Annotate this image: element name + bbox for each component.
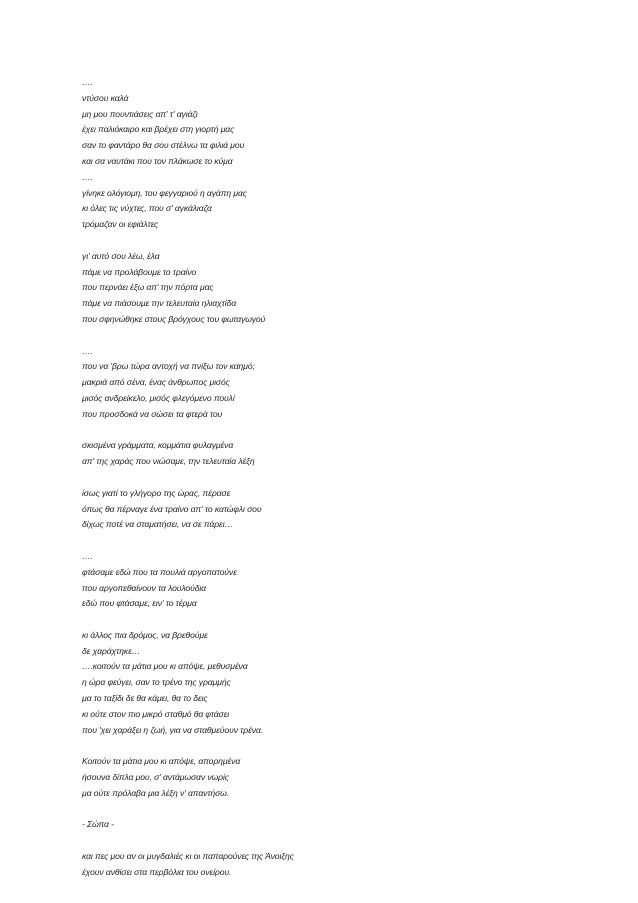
poem-line: …. [82,550,93,561]
poem-line: μα το ταξίδι δε θα κάμει, θα το δεις [82,693,208,704]
poem-line: σαν το φαντάρο θα σου στέλνω τα φιλιά μου [82,140,245,151]
poem-line: που περνάει έξω απ' την πόρτα μας [82,282,214,293]
poem-line: πάμε να πιάσουμε την τελευταία ηλιαχτίδα [82,298,237,309]
poem-line: όπως θα πέρναγε ένα τραίνο απ' το κατώφλι σου [82,503,262,514]
poem-line: κι όλες τις νύχτες, που σ' αγκάλιαζα [82,203,212,214]
stanza-break [82,612,602,628]
poem-line: μακριά από σένα, ένας άνθρωπος μισός [82,377,230,388]
poem-line: …. [82,171,93,182]
poem-line: που να 'βρω τώρα αντοχή να πνίξω τον καημό; [82,361,255,372]
poem-line: γίνηκε ολόγιομη, του φεγγαριού η αγάπη μας [82,187,247,198]
poem-text [82,75,602,881]
poem-line: μα ούτε πρόλαβα μια λέξη ν' απαντήσω. [82,787,230,798]
stanza-break [82,738,602,754]
poem-line: κι ούτε στον πιο μικρό σταθμό θα φτάσει [82,708,230,719]
stanza-break [82,470,602,486]
stanza-break [82,533,602,549]
poem-line: που προσδοκά να σώσει τα φτερά του [82,408,223,419]
poem-line: απ' της χαράς που νιώσαμε, την τελευταία λέξη [82,456,255,467]
poem-line: ….κοιτούν τα μάτια μου κι απόψε, μεθυσμένα [82,661,248,672]
stanza-break [82,233,602,249]
poem-line: που σφηνώθηκε στους βρόγχους του φωταγωγού [82,313,266,324]
poem-line: κι άλλος πια δρόμος, να βρεθούμε [82,629,208,640]
poem-line: η ώρα φεύγει, σαν το τρένο της γραμμής [82,677,231,688]
poem-line: - Σώπα - [82,819,114,830]
poem-line: Κοιτούν τα μάτια μου κι απόψε, απορημένα [82,756,241,767]
poem-line: φτάσαμε εδώ που τα πουλιά αργοπατούνε [82,566,237,577]
poem-line: και σα ναυτάκι που τον πλάκωσε το κύμα [82,155,233,166]
poem-line: τρόμαζαν οι εφιάλτες [82,219,159,230]
poem-line: γι' αυτό σου λέω, έλα [82,250,160,261]
poem-line: μισός ανδρείκελο, μισός φλεγόμενο πουλί [82,392,235,403]
poem-line: δίχως ποτέ να σταματήσει, να σε πάρει… [82,519,234,530]
poem-line: …. [82,345,93,356]
poem-line: σκισμένα γράμματα, κομμάτια φυλαγμένα [82,440,234,451]
poem-line: …. [82,77,93,87]
poem-line: δε χαράχτηκε… [82,645,141,656]
poem-line: που 'χει χαράξει η ζωή, για να σταθμεύουν τρένα. [82,724,264,735]
stanza-break [82,802,602,818]
poem-line: και πες μου αν οι μυγδαλιές κι οι παπαρούνες της Άνοιξης [82,851,294,862]
poem-line: ήσουνα δίπλα μου, σ' αντάμωσαν νωρίς [82,772,229,783]
poem-line: ντύσου καλά [82,92,129,103]
poem-line: που αργοπεθαίνουν τα λουλούδια [82,582,206,593]
stanza-break [82,833,602,849]
poem-line: μη μου πουντιάσεις απ' τ' αγιάζι [82,108,198,119]
poem-line: έχουν ανθίσει στα περβόλια του ονείρου. [82,866,232,877]
stanza-break [82,328,602,344]
poem-line: εδώ που φτάσαμε, ειν' το τέρμα [82,598,197,609]
poem-line: ίσως γιατί το γλήγορο της ώρας, πέρασε [82,487,231,498]
poem-line: πάμε να προλάβουμε το τραίνο [82,266,197,277]
stanza-break [82,423,602,439]
poem-line: έχει παλιόκαιρο και βρέχει στη γιορτή μας [82,124,235,135]
